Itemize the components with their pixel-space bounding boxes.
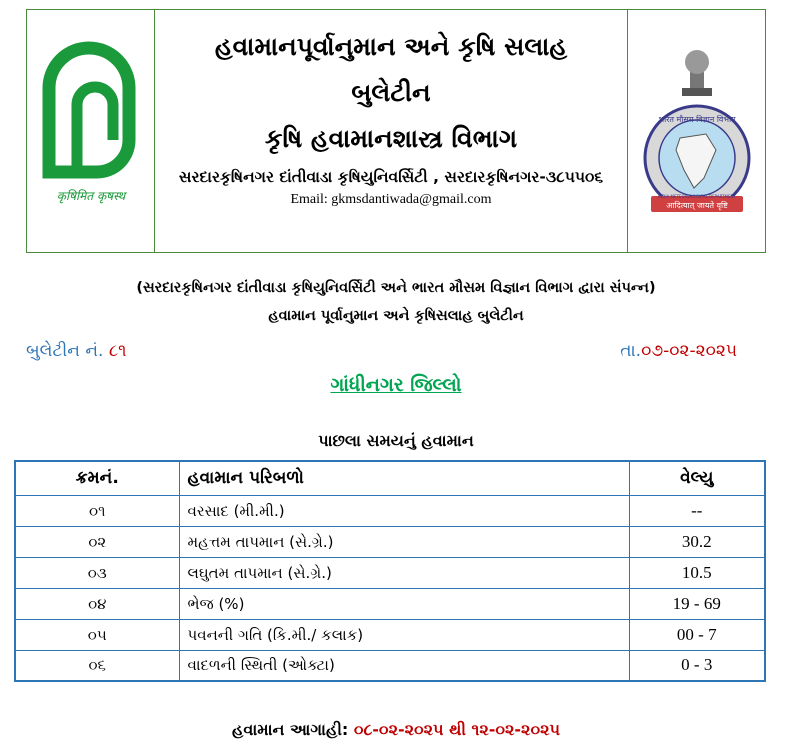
past-weather-title: પાછલા સમયનું હવામાન bbox=[318, 431, 474, 450]
row-value: 00 - 7 bbox=[629, 619, 765, 650]
university-address: સરદારકૃષિનગર દાંતીવાડા કૃષિયુનિવર્સિટી , સરદારકૃષિનગર-૩૮૫૫૦૬ bbox=[178, 168, 604, 186]
bulletin-number-value: ૮૧ bbox=[108, 341, 127, 361]
table-row bbox=[15, 588, 765, 619]
row-serial: ૦૫ bbox=[15, 619, 179, 650]
forecast-period bbox=[0, 720, 792, 740]
bulletin-title-line2: બુલેટીન bbox=[351, 78, 431, 107]
bulletin-type: હવામાન પૂર્વાનુમાન અને કૃષિસલાહ બુલેટીન bbox=[268, 308, 524, 324]
table-header-row bbox=[15, 461, 765, 495]
row-value: 0 - 3 bbox=[629, 650, 765, 681]
imd-logo-side-text: INDIA METEOROLOGICAL DEPARTMENT bbox=[658, 194, 736, 199]
university-logo-motto: कृषिमित कृषस्थ bbox=[56, 189, 126, 203]
column-header-serial: ક્રમનં. bbox=[15, 461, 179, 495]
table-row bbox=[15, 650, 765, 681]
table-row bbox=[15, 495, 765, 526]
district-heading bbox=[0, 374, 792, 396]
row-parameter: ભેજ (%) bbox=[179, 588, 629, 619]
row-value: 19 - 69 bbox=[629, 588, 765, 619]
past-weather-table bbox=[14, 460, 766, 682]
university-logo bbox=[27, 10, 155, 254]
bulletin-title-line1: હવામાનપૂર્વાનુમાન અને કૃષિ સલાહ bbox=[214, 32, 568, 61]
row-serial: ૦૩ bbox=[15, 557, 179, 588]
bulletin-header bbox=[26, 9, 766, 253]
row-parameter: મહત્તમ તાપમાન (સે.ગ્રે.) bbox=[179, 526, 629, 557]
column-header-parameter: હવામાન પરિબળો bbox=[179, 461, 629, 495]
imd-logo-banner: आदित्यात् जायते वृष्टि bbox=[666, 201, 728, 210]
bulletin-date-value: ૦૭-૦૨-૨૦૨૫ bbox=[641, 341, 737, 361]
bulletin-date-label: તા. bbox=[620, 341, 642, 361]
row-value: -- bbox=[629, 495, 765, 526]
row-serial: ૦૨ bbox=[15, 526, 179, 557]
contact-email: Email: gkmsdantiwada@gmail.com bbox=[290, 192, 492, 207]
table-row bbox=[15, 619, 765, 650]
collaboration-note: (સરદારકૃષિનગર દાંતીવાડા કૃષિયુનિવર્સિટી અને ભારત મૌસમ વિજ્ઞાન વિભાગ દ્વારા સંપન્ન) bbox=[136, 280, 656, 296]
row-parameter: પવનની ગતિ (કિ.મી./ કલાક) bbox=[179, 619, 629, 650]
imd-logo-arc-text: भारत मौसम विज्ञान विभाग bbox=[658, 115, 736, 124]
table-row bbox=[15, 557, 765, 588]
forecast-label: હવામાન આગાહી: bbox=[232, 720, 354, 739]
bulletin-number bbox=[26, 341, 127, 361]
forecast-date-range: ૦૮-૦૨-૨૦૨૫ થી ૧૨-૦૨-૨૦૨૫ bbox=[353, 720, 560, 739]
row-serial: ૦૪ bbox=[15, 588, 179, 619]
district-name: ગાંધીનગર જિલ્લો bbox=[330, 374, 462, 396]
bulletin-number-label: બુલેટીન નં. bbox=[26, 341, 109, 361]
row-value: 10.5 bbox=[629, 557, 765, 588]
row-serial: ૦૬ bbox=[15, 650, 179, 681]
row-parameter: વરસાદ (મી.મી.) bbox=[179, 495, 629, 526]
row-serial: ૦૧ bbox=[15, 495, 179, 526]
bulletin-date bbox=[620, 341, 737, 361]
imd-logo-cell bbox=[628, 10, 765, 252]
imd-logo bbox=[628, 10, 765, 254]
department-name: કૃષિ હવામાનશાસ્ત્ર વિભાગ bbox=[264, 124, 518, 153]
row-parameter: વાદળની સ્થિતી (ઓક્ટા) bbox=[179, 650, 629, 681]
table-row bbox=[15, 526, 765, 557]
column-header-value: વેલ્યુ bbox=[629, 461, 765, 495]
university-logo-cell bbox=[27, 10, 155, 252]
row-parameter: લઘુતમ તાપમાન (સે.ગ્રે.) bbox=[179, 557, 629, 588]
header-title-block bbox=[155, 10, 628, 252]
row-value: 30.2 bbox=[629, 526, 765, 557]
